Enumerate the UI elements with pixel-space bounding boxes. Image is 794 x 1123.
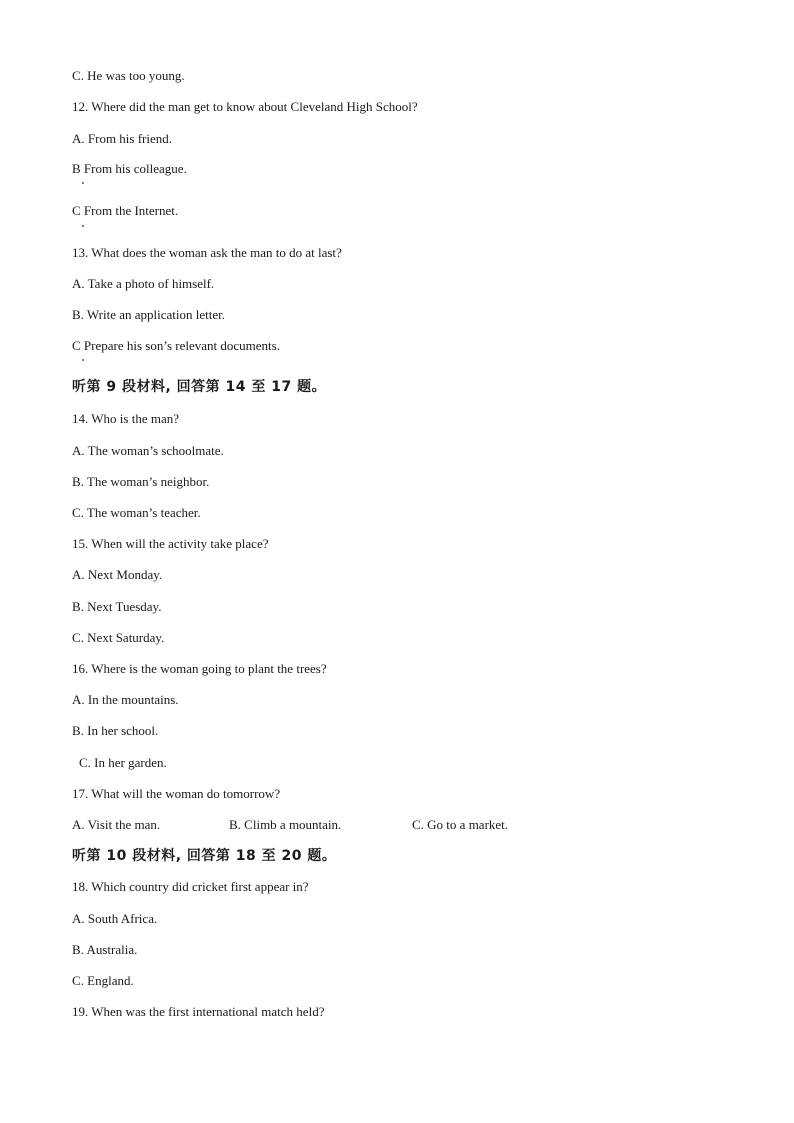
q12-option-a: A. From his friend. <box>72 131 173 146</box>
q13-option-a: A. Take a photo of himself. <box>72 276 215 291</box>
q13-question: 13. What does the woman ask the man to do at last? <box>72 245 342 260</box>
section-heading: 听第 9 段材料, 回答第 14 至 17 题。 <box>72 379 327 395</box>
q18-question: 18. Which country did cricket first appear in? <box>72 879 309 894</box>
q17-option-a: A. Visit the man. <box>72 817 161 832</box>
q16-question: 16. Where is the woman going to plant the trees? <box>72 661 327 676</box>
q17-option-b: B. Climb a mountain. <box>229 817 342 832</box>
q15-option-b: B. Next Tuesday. <box>72 599 162 614</box>
q18-option-c: C. England. <box>72 973 134 988</box>
q16-option-a: A. In the mountains. <box>72 692 179 707</box>
q14-question: 14. Who is the man? <box>72 411 179 426</box>
stray-dot <box>82 225 84 227</box>
q11-option-c: C. He was too young. <box>72 68 185 83</box>
q16-option-c: C. In her garden. <box>79 755 167 770</box>
q15-question: 15. When will the activity take place? <box>72 536 269 551</box>
q13-option-b: B. Write an application letter. <box>72 307 226 322</box>
q19-question: 19. When was the first international match held? <box>72 1004 325 1019</box>
q14-option-b: B. The woman’s neighbor. <box>72 474 210 489</box>
q17-option-c: C. Go to a market. <box>412 817 509 832</box>
stray-dot <box>82 182 84 184</box>
q13-option-c: C Prepare his son’s relevant documents. <box>72 338 280 353</box>
stray-dot <box>82 359 84 361</box>
q15-option-c: C. Next Saturday. <box>72 630 165 645</box>
q15-option-a: A. Next Monday. <box>72 567 163 582</box>
q18-option-b: B. Australia. <box>72 942 138 957</box>
q16-option-b: B. In her school. <box>72 723 159 738</box>
q18-option-a: A. South Africa. <box>72 911 158 926</box>
q12-option-c: C From the Internet. <box>72 203 179 218</box>
q14-option-a: A. The woman’s schoolmate. <box>72 443 224 458</box>
q12-question: 12. Where did the man get to know about Cleveland High School? <box>72 99 418 114</box>
section-heading: 听第 10 段材料, 回答第 18 至 20 题。 <box>72 848 337 864</box>
q12-option-b: B From his colleague. <box>72 161 187 176</box>
q17-question: 17. What will the woman do tomorrow? <box>72 786 281 801</box>
q14-option-c: C. The woman’s teacher. <box>72 505 201 520</box>
